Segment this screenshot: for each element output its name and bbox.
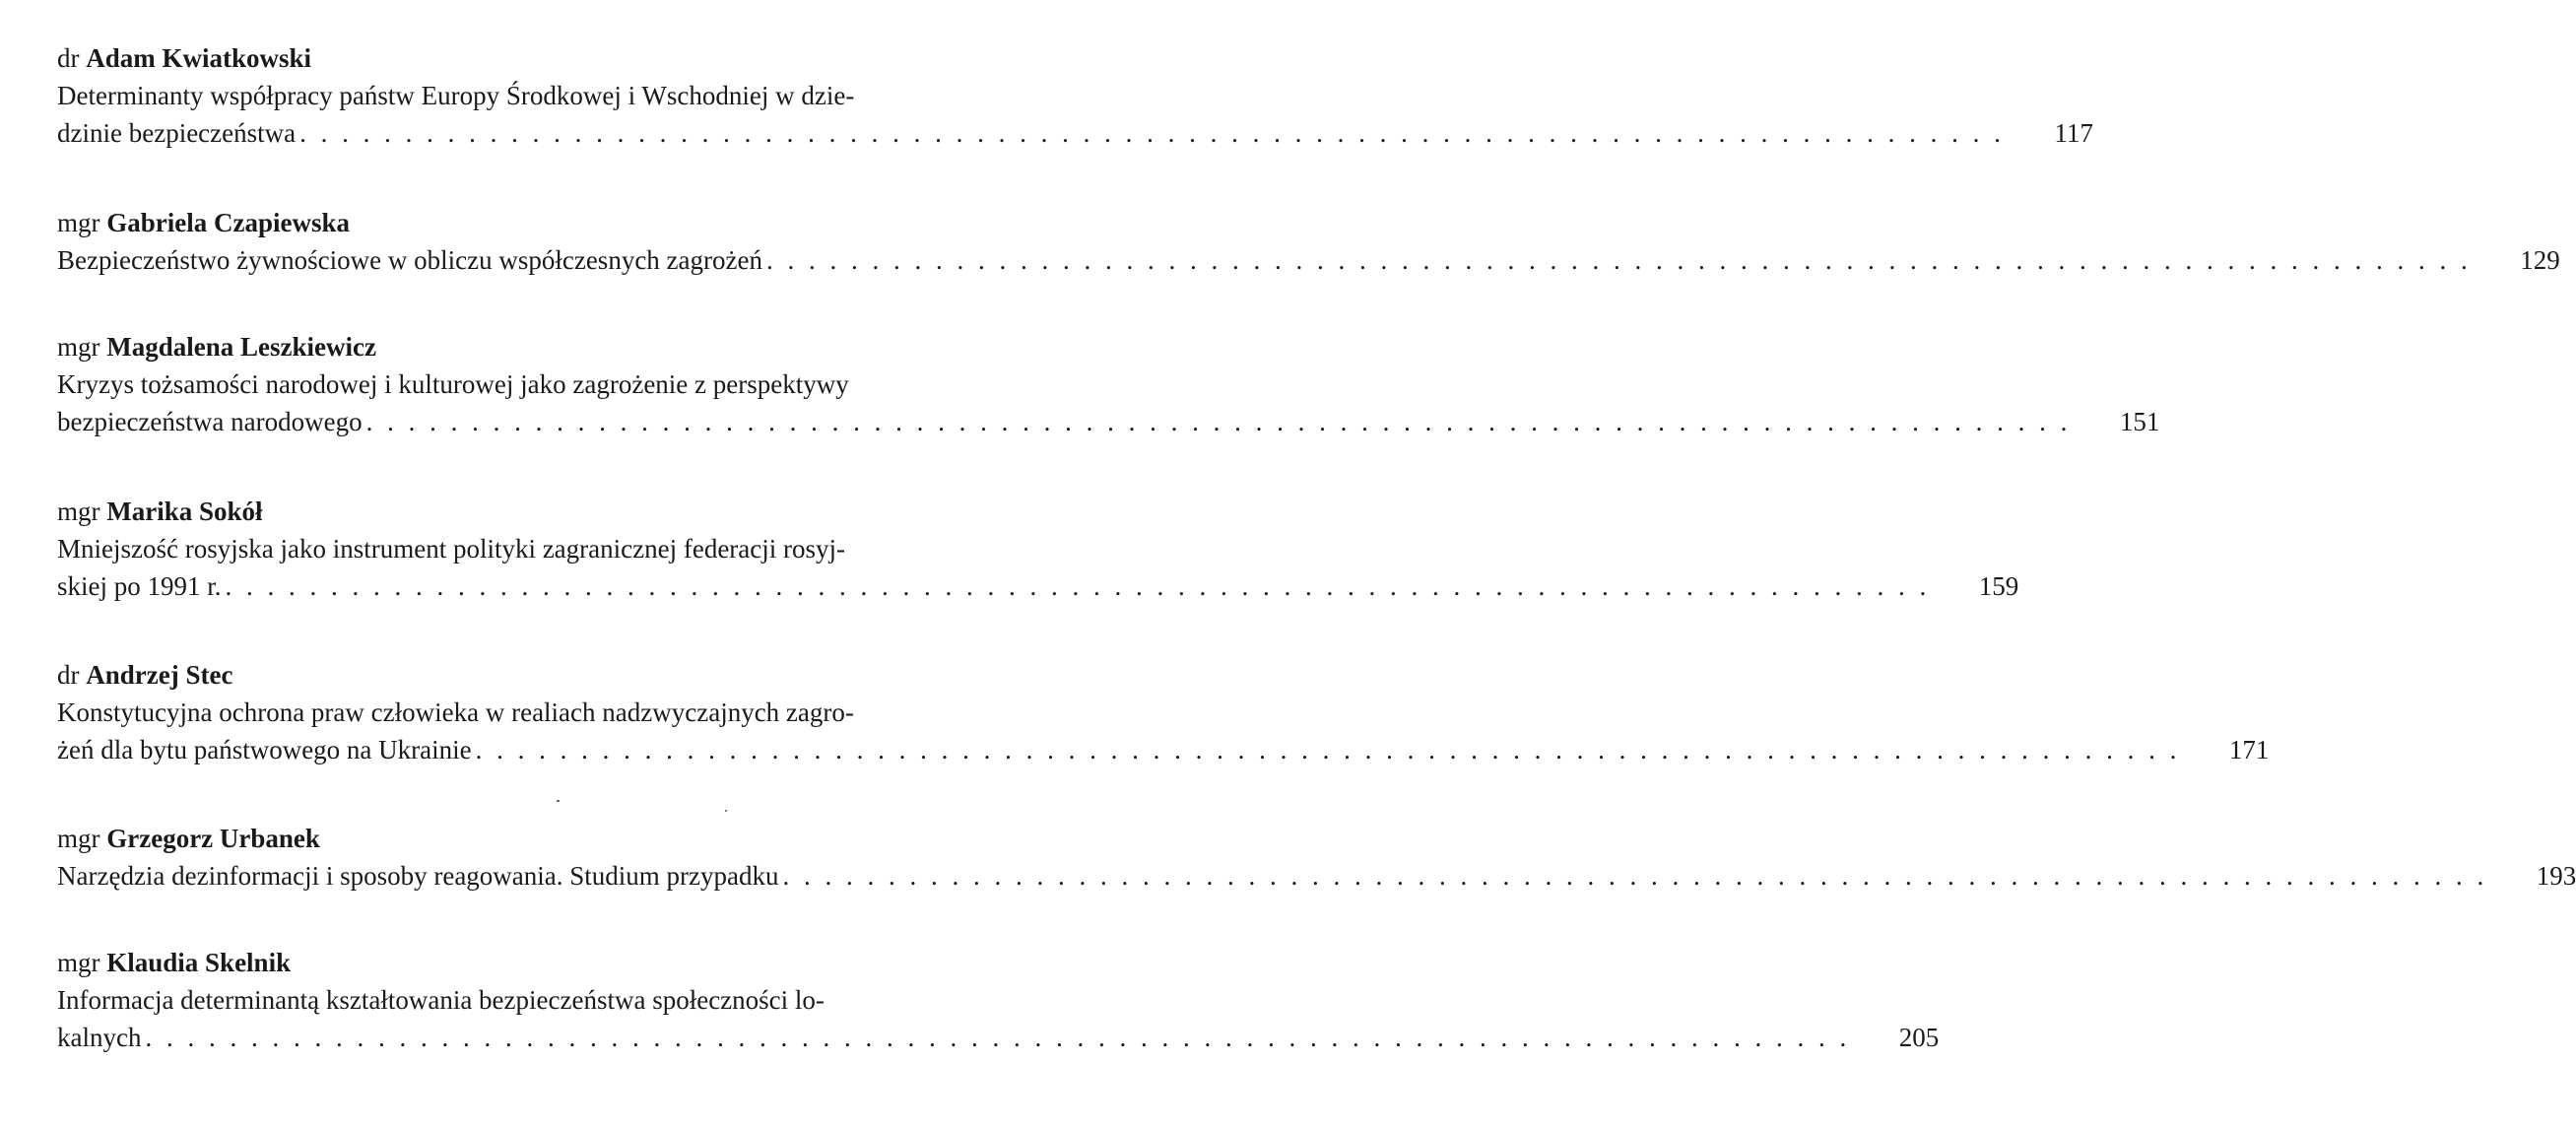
toc-entry <box>57 656 2270 768</box>
author-name: Klaudia Skelnik <box>106 948 292 977</box>
title-last-line <box>57 731 2270 768</box>
dot-leader: . . . . . . . . . . . . . . . . . . . . . . . . . . . . . . . . . . . . . . . . . . . . . . . . . . . . . . . . . . . . . . . . . . . . . . . . . . . . . . . . . <box>475 735 2181 764</box>
dot-leader: . . . . . . . . . . . . . . . . . . . . . . . . . . . . . . . . . . . . . . . . . . . . . . . . . . . . . . . . . . . . . . . . . . . . . . . . . . . . . . . . . <box>765 245 2472 275</box>
author-name: Adam Kwiatkowski <box>86 43 312 73</box>
dot-leader: . . . . . . . . . . . . . . . . . . . . . . . . . . . . . . . . . . . . . . . . . . . . . . . . . . . . . . . . . . . . . . . . . . . . . . . . . . . . . . . . . <box>225 571 1931 601</box>
dot-leader: . . . . . . . . . . . . . . . . . . . . . . . . . . . . . . . . . . . . . . . . . . . . . . . . . . . . . . . . . . . . . . . . . . . . . . . . . . . . . . . . . <box>299 118 2005 148</box>
title-text: Bezpieczeństwo żywnościowe w obliczu współczesnych zagrożeń <box>57 245 762 275</box>
author-line <box>57 944 1027 981</box>
title-text: bezpieczeństwa narodowego <box>57 407 363 436</box>
author-degree: mgr <box>57 497 100 526</box>
page-number: 171 <box>2228 735 2270 764</box>
title-line: Konstytucyjna ochrona praw człowieka w realiach nadzwyczajnych zagro- <box>57 697 854 727</box>
title-last-line <box>57 567 2019 605</box>
author-line <box>57 820 1027 857</box>
scan-speck <box>725 810 727 812</box>
author-line <box>57 656 1027 694</box>
title-last-line <box>57 241 2560 279</box>
title-line: Mniejszość rosyjska jako instrument polityki zagranicznej federacji rosyj- <box>57 534 846 564</box>
author-line <box>57 39 1027 77</box>
scan-speck <box>557 800 560 802</box>
author-name: Magdalena Leszkiewicz <box>106 332 376 362</box>
author-degree: mgr <box>57 824 100 853</box>
title-text: skiej po 1991 r. <box>57 571 222 601</box>
page-number: 159 <box>1978 571 2019 601</box>
author-degree: dr <box>57 660 80 690</box>
author-name: Marika Sokół <box>106 497 263 526</box>
page-number: 193 <box>2536 861 2576 891</box>
title-text: dzinie bezpieczeństwa <box>57 118 297 148</box>
title-line: Determinanty współpracy państw Europy Środkowej i Wschodniej w dzie- <box>57 81 855 110</box>
title-line: Kryzys tożsamości narodowej i kulturowej jako zagrożenie z perspektywy <box>57 369 849 399</box>
author-degree: mgr <box>57 208 100 237</box>
title-last-line <box>57 1019 1940 1056</box>
title-last-line <box>57 114 2093 152</box>
page-number: 205 <box>1898 1023 1940 1052</box>
dot-leader: . . . . . . . . . . . . . . . . . . . . . . . . . . . . . . . . . . . . . . . . . . . . . . . . . . . . . . . . . . . . . . . . . . . . . . . . . . . . . . . . . <box>365 407 2072 436</box>
author-name: Grzegorz Urbanek <box>106 824 320 853</box>
title-last-line <box>57 857 2576 895</box>
author-name: Gabriela Czapiewska <box>106 208 350 237</box>
toc-entry <box>57 204 2560 279</box>
dot-leader: . . . . . . . . . . . . . . . . . . . . . . . . . . . . . . . . . . . . . . . . . . . . . . . . . . . . . . . . . . . . . . . . . . . . . . . . . . . . . . . . . <box>145 1023 1851 1052</box>
title-text: kalnych <box>57 1023 142 1052</box>
dot-leader: . . . . . . . . . . . . . . . . . . . . . . . . . . . . . . . . . . . . . . . . . . . . . . . . . . . . . . . . . . . . . . . . . . . . . . . . . . . . . . . . . <box>782 861 2488 891</box>
toc-entry <box>57 493 2019 605</box>
toc-entry <box>57 328 2160 440</box>
author-degree: mgr <box>57 948 100 977</box>
author-line <box>57 328 1027 365</box>
page-number: 129 <box>2520 245 2560 275</box>
toc-entry <box>57 820 2576 895</box>
author-degree: dr <box>57 43 80 73</box>
toc-entry <box>57 944 1940 1056</box>
author-name: Andrzej Stec <box>86 660 233 690</box>
title-line: Informacja determinantą kształtowania bezpieczeństwa społeczności lo- <box>57 985 825 1015</box>
title-text: żeń dla bytu państwowego na Ukrainie <box>57 735 472 764</box>
author-line <box>57 204 1027 241</box>
author-degree: mgr <box>57 332 100 362</box>
page-number: 151 <box>2119 407 2160 436</box>
title-last-line <box>57 403 2160 440</box>
toc-entry <box>57 39 2093 152</box>
page-number: 117 <box>2054 118 2093 148</box>
author-line <box>57 493 1027 530</box>
title-text: Narzędzia dezinformacji i sposoby reagowania. Studium przypadku <box>57 861 779 891</box>
